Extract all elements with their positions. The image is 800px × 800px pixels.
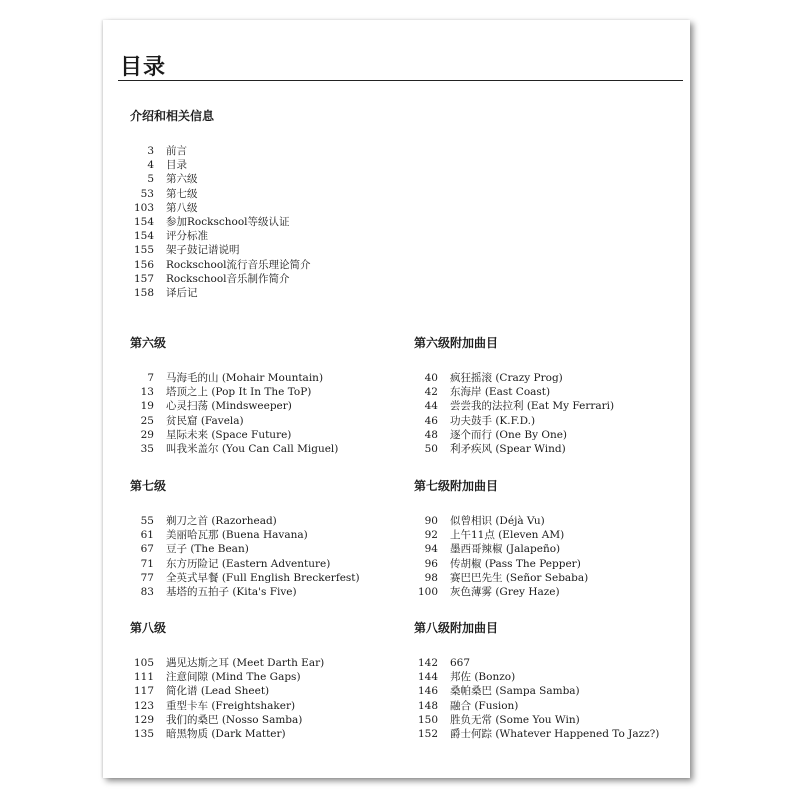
toc-entry[interactable] (130, 428, 338, 442)
entry-title: Rockschool音乐制作简介 (166, 272, 290, 285)
page-number: 105 (133, 657, 154, 669)
section-grade8-extra (414, 619, 659, 741)
entry-title: 东方历险记 (Eastern Adventure) (166, 557, 331, 570)
page-number: 19 (140, 400, 154, 413)
page-number: 48 (424, 428, 438, 441)
page-number: 142 (417, 657, 438, 669)
entry-title: 上午11点 (Eleven AM) (450, 529, 565, 542)
toc-entry[interactable] (130, 399, 338, 413)
page-number: 117 (133, 685, 154, 698)
entry-title: 星际未来 (Space Future) (166, 428, 292, 441)
toc-entry[interactable] (130, 258, 311, 272)
page-number: 77 (140, 571, 154, 584)
entry-title: 尝尝我的法拉利 (Eat My Ferrari) (450, 400, 615, 413)
page-number: 111 (133, 671, 154, 684)
toc-entry[interactable] (130, 442, 338, 456)
page-number: 83 (140, 586, 154, 599)
entry-title: 架子鼓记谱说明 (166, 244, 240, 257)
entry-title: 我们的桑巴 (Nosso Samba) (166, 713, 303, 726)
toc-entry[interactable] (130, 571, 360, 585)
toc-entry[interactable] (130, 371, 338, 385)
page-number: 123 (133, 699, 154, 712)
title-rule (118, 80, 683, 81)
entry-title: 注意间隙 (Mind The Gaps) (166, 671, 301, 684)
entry-title: 暗黑物质 (Dark Matter) (166, 728, 286, 741)
toc-entry[interactable] (414, 514, 588, 528)
toc-entry[interactable] (130, 144, 311, 158)
entry-title: 桑帕桑巴 (Sampa Samba) (450, 685, 580, 698)
page-number: 154 (133, 216, 154, 229)
page-number: 155 (133, 244, 154, 257)
page-number: 98 (424, 571, 438, 584)
page-number: 94 (424, 543, 438, 556)
section-grade8 (130, 619, 324, 741)
toc-entry[interactable] (130, 713, 324, 727)
page-number: 152 (417, 728, 438, 741)
toc-entry[interactable] (414, 699, 659, 713)
entry-title: 目录 (166, 159, 187, 172)
toc-entry[interactable] (130, 670, 324, 684)
toc-entry[interactable] (414, 414, 614, 428)
toc-entry[interactable] (414, 684, 659, 698)
page-number: 13 (140, 386, 154, 399)
toc-entry[interactable] (130, 272, 311, 286)
page-number: 4 (147, 159, 154, 172)
entry-title: 第八级 (166, 201, 198, 214)
page-number: 46 (424, 414, 438, 427)
page-number: 144 (417, 671, 438, 684)
section-grade6 (130, 334, 338, 456)
toc-entry[interactable] (130, 215, 311, 229)
toc-entry[interactable] (130, 414, 338, 428)
toc-entry[interactable] (414, 670, 659, 684)
toc-entry[interactable] (130, 514, 360, 528)
page-number: 103 (133, 201, 154, 214)
toc-entry[interactable] (130, 158, 311, 172)
entry-title: 塔顶之上 (Pop It In The ToP) (166, 386, 312, 399)
entry-title: 第七级 (166, 187, 198, 200)
entry-title: 参加Rockschool等级认证 (166, 216, 290, 229)
page-number: 90 (424, 515, 438, 527)
toc-entry[interactable] (130, 557, 360, 571)
page-number: 158 (133, 287, 154, 300)
toc-entry[interactable] (414, 571, 588, 585)
toc-entry[interactable] (130, 286, 311, 300)
page-number: 55 (140, 515, 154, 527)
toc-entry[interactable] (130, 585, 360, 599)
toc-entry[interactable] (130, 542, 360, 556)
section-grade6-extra (414, 334, 614, 456)
entry-title: 重型卡车 (Freightshaker) (166, 699, 296, 712)
toc-entry[interactable] (414, 528, 588, 542)
entry-title: 利矛疾风 (Spear Wind) (450, 443, 566, 456)
page-number: 61 (140, 529, 154, 542)
toc-entry[interactable] (414, 542, 588, 556)
section-heading: 第六级附加曲目 (414, 336, 499, 350)
entry-title: 爵士何踪 (Whatever Happened To Jazz?) (450, 728, 660, 741)
entry-title: 前言 (166, 145, 187, 157)
entry-title: 剃刀之首 (Razorhead) (166, 515, 277, 527)
toc-entry[interactable] (414, 727, 659, 741)
entry-title: 667 (450, 657, 471, 669)
entry-title: 疯狂摇滚 (Crazy Prog) (450, 372, 563, 384)
section-grade7 (130, 477, 360, 599)
entry-title: 墨西哥辣椒 (Jalapeño) (450, 543, 561, 556)
entry-title: 灰色薄雾 (Grey Haze) (450, 586, 560, 599)
toc-entry[interactable] (414, 385, 614, 399)
page-number: 29 (140, 428, 154, 441)
toc-entry[interactable] (414, 585, 588, 599)
entry-title: 美丽哈瓦那 (Buena Havana) (166, 529, 308, 542)
section-heading: 第八级附加曲目 (414, 621, 499, 635)
page-number: 146 (417, 685, 438, 698)
entry-title: 逐个而行 (One By One) (450, 428, 568, 441)
page-number: 3 (147, 145, 154, 157)
entry-title: Rockschool流行音乐理论简介 (166, 258, 311, 271)
page-number: 148 (417, 699, 438, 712)
entry-title: 邦佐 (Bonzo) (450, 671, 516, 684)
section-grade7-extra (414, 477, 588, 599)
toc-entry[interactable] (130, 684, 324, 698)
entry-title: 叫我米盖尔 (You Can Call Miguel) (166, 443, 339, 456)
page-number: 157 (133, 272, 154, 285)
toc-entry[interactable] (414, 442, 614, 456)
toc-entry[interactable] (414, 656, 659, 670)
toc-entry[interactable] (130, 727, 324, 741)
entry-title: 简化谱 (Lead Sheet) (166, 685, 270, 698)
section-heading: 第七级 (130, 479, 167, 493)
toc-entry[interactable] (130, 699, 324, 713)
page-number: 71 (140, 557, 154, 570)
page-number: 50 (424, 443, 438, 456)
entry-title: 全英式早餐 (Full English Breckerfest) (166, 571, 360, 584)
toc-entry[interactable] (414, 557, 588, 571)
toc-entry[interactable] (130, 656, 324, 670)
entry-title: 似曾相识 (Déjà Vu) (450, 515, 545, 527)
section-heading: 第八级 (130, 621, 167, 635)
section-heading: 第六级 (130, 336, 167, 350)
page-number: 100 (417, 586, 438, 599)
entry-title: 评分标准 (166, 230, 208, 243)
page-number: 53 (140, 187, 154, 200)
toc-entry[interactable] (414, 428, 614, 442)
entry-title: 融合 (Fusion) (450, 699, 519, 712)
toc-entry[interactable] (130, 243, 311, 257)
entry-title: 胜负无常 (Some You Win) (450, 713, 580, 726)
entry-title: 东海岸 (East Coast) (450, 386, 551, 399)
page-number: 42 (424, 386, 438, 399)
page-number: 150 (417, 713, 438, 726)
entry-title: 豆子 (The Bean) (166, 543, 249, 556)
page-number: 25 (140, 414, 154, 427)
page-number: 44 (424, 400, 438, 413)
entry-title: 遇见达斯之耳 (Meet Darth Ear) (166, 657, 325, 669)
toc-entry[interactable] (130, 385, 338, 399)
page-title: 目录 (120, 55, 167, 80)
page-number: 92 (424, 529, 438, 542)
entry-title: 功夫鼓手 (K.F.D.) (450, 414, 536, 427)
entry-title: 马海毛的山 (Mohair Mountain) (166, 372, 324, 384)
toc-entry[interactable] (130, 201, 311, 215)
page-number: 7 (147, 372, 154, 384)
toc-entry[interactable] (130, 187, 311, 201)
toc-entry[interactable] (130, 528, 360, 542)
page-number: 156 (133, 258, 154, 271)
page-number: 154 (133, 230, 154, 243)
toc-entry[interactable] (414, 371, 614, 385)
section-heading: 介绍和相关信息 (130, 109, 215, 123)
page-number: 96 (424, 557, 438, 570)
entry-title: 赛巴巴先生 (Señor Sebaba) (450, 571, 589, 584)
entry-title: 基塔的五拍子 (Kita's Five) (166, 586, 297, 599)
toc-entry[interactable] (130, 229, 311, 243)
page-number: 129 (133, 713, 154, 726)
entry-title: 传胡椒 (Pass The Pepper) (450, 557, 581, 570)
page-number: 67 (140, 543, 154, 556)
entry-title: 译后记 (166, 287, 198, 300)
page-number: 5 (147, 173, 154, 186)
page-number: 135 (133, 728, 154, 741)
page-number: 35 (140, 443, 154, 456)
toc-entry[interactable] (414, 713, 659, 727)
page-number: 40 (424, 372, 438, 384)
entry-title: 第六级 (166, 173, 198, 186)
toc-entry[interactable] (414, 399, 614, 413)
entry-title: 心灵扫荡 (Mindsweeper) (166, 400, 292, 413)
toc-entry[interactable] (130, 172, 311, 186)
section-intro (130, 107, 311, 300)
section-heading: 第七级附加曲目 (414, 479, 499, 493)
entry-title: 贫民窟 (Favela) (166, 414, 244, 427)
